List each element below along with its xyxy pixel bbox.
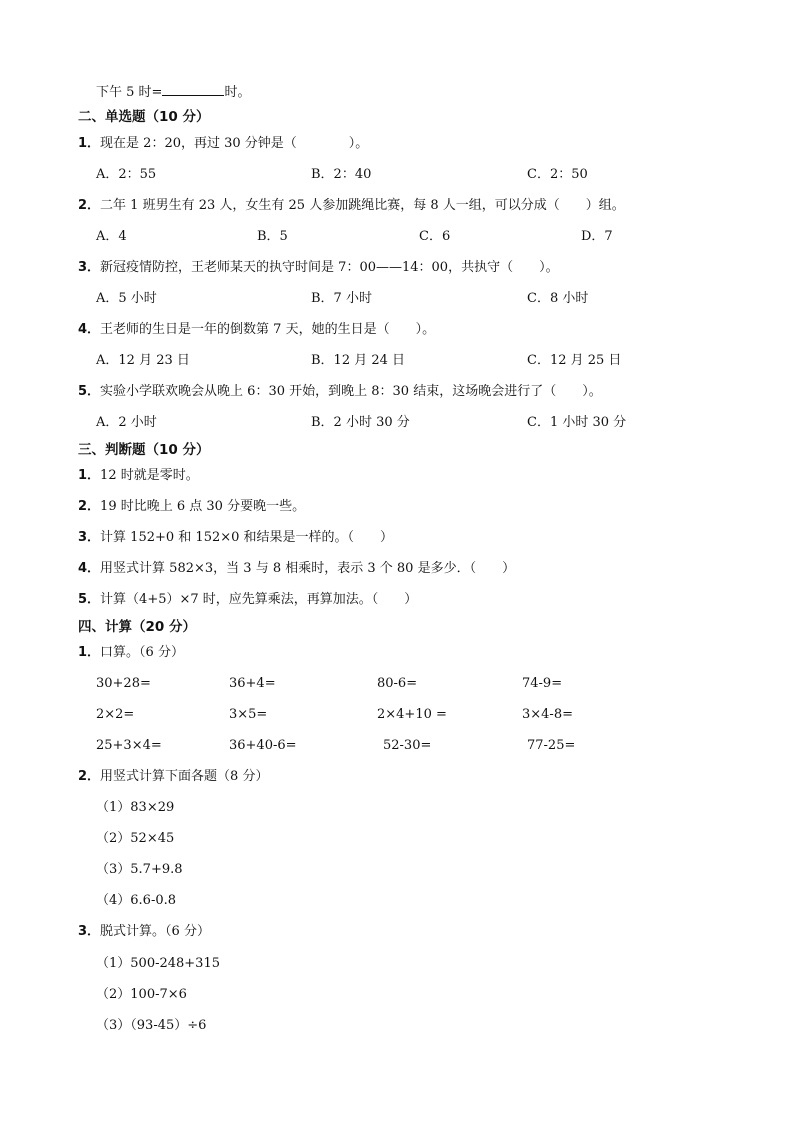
question-text: 计算（4+5）×7 时，应先算乘法，再算加法。（ ） [100, 592, 418, 607]
question-text: 口算。（6 分） [100, 645, 184, 660]
stepwise-item: （2）100-7×6 [96, 987, 187, 1002]
answer-blank[interactable] [162, 82, 224, 96]
question-text: 用竖式计算 582×3，当 3 与 8 相乘时，表示 3 个 80 是多少．（ ） [100, 561, 516, 576]
section-heading-multiple-choice: 二、单选题（10 分） [78, 109, 210, 125]
oral-item: 52-30= [383, 738, 432, 753]
question-number: 2． [78, 499, 101, 514]
oral-item: 74-9= [522, 676, 563, 691]
mc-2-option-c[interactable]: C．6 [419, 229, 451, 244]
tf-question-4 [78, 560, 515, 578]
oral-item: 3×4-8= [522, 707, 573, 722]
question-number: 4． [78, 322, 101, 337]
question-text: 用竖式计算下面各题（8 分） [100, 769, 269, 784]
oral-item: 3×5= [229, 707, 268, 722]
mc-4-option-b[interactable]: B．12 月 24 日 [311, 353, 406, 368]
tf-question-2 [78, 498, 305, 516]
mc-4-option-a[interactable]: A．12 月 23 日 [96, 353, 190, 368]
vertical-item: （1）83×29 [96, 800, 175, 815]
question-text: 12 时就是零时。 [100, 468, 199, 483]
calc-question-2 [78, 768, 268, 786]
question-number: 1． [78, 136, 101, 151]
oral-item: 77-25= [527, 738, 576, 753]
calc-question-1 [78, 644, 184, 662]
mc-5-option-c[interactable]: C．1 小时 30 分 [527, 415, 627, 430]
mc-question-1 [78, 135, 368, 153]
question-number: 2． [78, 198, 101, 213]
stepwise-item: （3）（93-45）÷6 [96, 1018, 207, 1033]
question-number: 4． [78, 561, 101, 576]
mc-question-3 [78, 259, 559, 277]
question-number: 3． [78, 924, 101, 939]
question-number: 5． [78, 592, 101, 607]
vertical-item: （4）6.6-0.8 [96, 893, 177, 908]
oral-item: 2×2= [96, 707, 135, 722]
question-text: 实验小学联欢晚会从晚上 6：30 开始，到晚上 8：30 结束，这场晚会进行了（ ）。 [100, 384, 602, 399]
stepwise-item: （1）500-248+315 [96, 956, 220, 971]
mc-1-option-c[interactable]: C．2：50 [527, 167, 588, 182]
time-conversion-line [96, 82, 250, 102]
tf-question-1 [78, 467, 199, 485]
question-number: 5． [78, 384, 101, 399]
oral-item: 36+40-6= [229, 738, 297, 753]
mc-2-option-d[interactable]: D．7 [581, 229, 613, 244]
mc-5-option-a[interactable]: A．2 小时 [96, 415, 157, 430]
question-text: 现在是 2：20，再过 30 分钟是（ ）。 [100, 136, 369, 151]
mc-2-option-a[interactable]: A．4 [96, 229, 127, 244]
question-number: 3． [78, 530, 101, 545]
question-text: 19 时比晚上 6 点 30 分要晚一些。 [100, 499, 306, 514]
question-number: 1． [78, 468, 101, 483]
question-text: 新冠疫情防控，王老师某天的执守时间是 7：00——14：00，共执守（ ）。 [100, 260, 559, 275]
question-text: 计算 152+0 和 152×0 和结果是一样的。（ ） [100, 530, 394, 545]
oral-item: 25+3×4= [96, 738, 162, 753]
section-heading-calculation: 四、计算（20 分） [78, 619, 196, 635]
mc-question-2 [78, 197, 625, 215]
oral-item: 36+4= [229, 676, 276, 691]
mc-question-4 [78, 321, 435, 339]
question-text: 王老师的生日是一年的倒数第 7 天，她的生日是（ ）。 [100, 322, 436, 337]
time-conversion-prefix: 下午 5 时= [96, 85, 163, 100]
oral-item: 80-6= [377, 676, 418, 691]
vertical-item: （3）5.7+9.8 [96, 862, 183, 877]
tf-question-5 [78, 591, 417, 609]
tf-question-3 [78, 529, 393, 547]
mc-1-option-a[interactable]: A．2：55 [96, 167, 157, 182]
mc-3-option-a[interactable]: A．5 小时 [96, 291, 157, 306]
question-number: 1． [78, 645, 101, 660]
oral-item: 30+28= [96, 676, 151, 691]
question-text: 脱式计算。（6 分） [100, 924, 210, 939]
question-text: 二年 1 班男生有 23 人，女生有 25 人参加跳绳比赛，每 8 人一组，可以分成（ ）组。 [100, 198, 625, 213]
vertical-item: （2）52×45 [96, 831, 175, 846]
mc-1-option-b[interactable]: B．2：40 [311, 167, 372, 182]
mc-3-option-b[interactable]: B．7 小时 [311, 291, 372, 306]
question-number: 2． [78, 769, 101, 784]
question-number: 3． [78, 260, 101, 275]
mc-2-option-b[interactable]: B．5 [257, 229, 288, 244]
oral-item: 2×4+10 = [377, 707, 447, 722]
section-heading-true-false: 三、判断题（10 分） [78, 442, 210, 458]
mc-3-option-c[interactable]: C．8 小时 [527, 291, 589, 306]
time-conversion-suffix: 时。 [224, 85, 251, 100]
calc-question-3 [78, 923, 210, 941]
mc-question-5 [78, 383, 602, 401]
mc-5-option-b[interactable]: B．2 小时 30 分 [311, 415, 410, 430]
mc-4-option-c[interactable]: C．12 月 25 日 [527, 353, 622, 368]
